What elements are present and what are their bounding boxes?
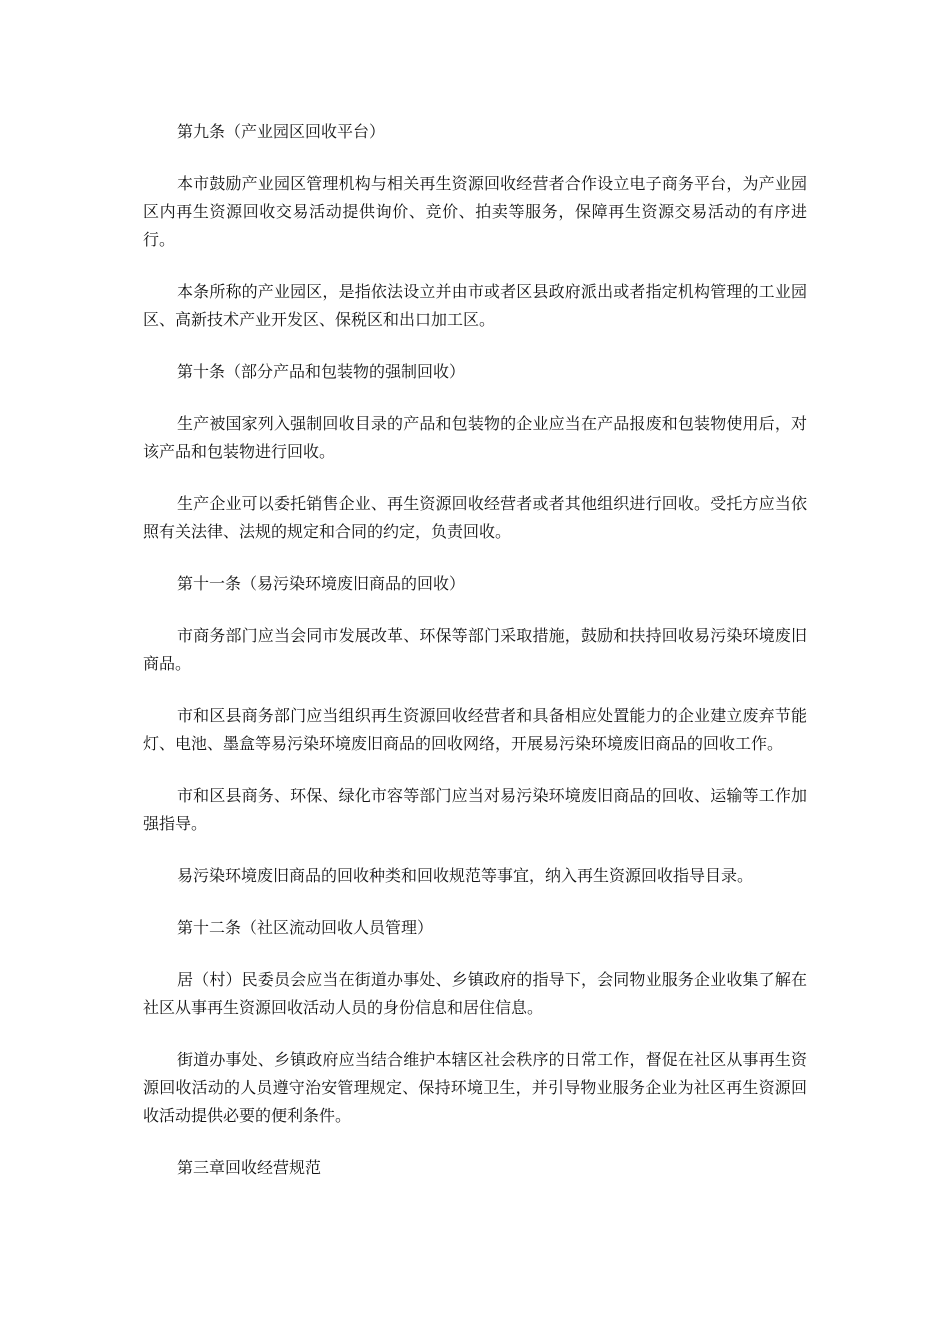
- article-11-paragraph-4: 易污染环境废旧商品的回收种类和回收规范等事宜，纳入再生资源回收指导目录。: [177, 866, 754, 885]
- article-11-paragraph-3: 市和区县商务、环保、绿化市容等部门应当对易污染环境废旧商品的回收、运输等工作加强指导。: [143, 786, 807, 833]
- document-body: [143, 118, 807, 1206]
- article-12-paragraph-1: 居（村）民委员会应当在街道办事处、乡镇政府的指导下，会同物业服务企业收集了解在社区从事再生资源回收活动人员的身份信息和居住信息。: [143, 970, 807, 1017]
- article-10-heading: 第十条（部分产品和包装物的强制回收）: [177, 362, 466, 381]
- article-11-heading: 第十一条（易污染环境废旧商品的回收）: [177, 574, 466, 593]
- article-11-paragraph-1: 市商务部门应当会同市发展改革、环保等部门采取措施，鼓励和扶持回收易污染环境废旧商品。: [143, 626, 807, 673]
- article-10-paragraph-1: 生产被国家列入强制回收目录的产品和包装物的企业应当在产品报废和包装物使用后，对该产品和包装物进行回收。: [143, 414, 807, 461]
- article-11-paragraph-2: 市和区县商务部门应当组织再生资源回收经营者和具备相应处置能力的企业建立废弃节能灯、电池、墨盒等易污染环境废旧商品的回收网络，开展易污染环境废旧商品的回收工作。: [143, 706, 807, 753]
- article-9-heading: 第九条（产业园区回收平台）: [177, 122, 386, 141]
- article-9-paragraph-2: 本条所称的产业园区，是指依法设立并由市或者区县政府派出或者指定机构管理的工业园区、高新技术产业开发区、保税区和出口加工区。: [143, 282, 807, 329]
- article-12-heading: 第十二条（社区流动回收人员管理）: [177, 918, 434, 937]
- article-12-paragraph-2: 街道办事处、乡镇政府应当结合维护本辖区社会秩序的日常工作，督促在社区从事再生资源回收活动的人员遵守治安管理规定、保持环境卫生，并引导物业服务企业为社区再生资源回收活动提供必要的便利条件。: [143, 1050, 807, 1125]
- article-9-paragraph-1: 本市鼓励产业园区管理机构与相关再生资源回收经营者合作设立电子商务平台，为产业园区内再生资源回收交易活动提供询价、竞价、拍卖等服务，保障再生资源交易活动的有序进行。: [143, 174, 807, 249]
- article-10-paragraph-2: 生产企业可以委托销售企业、再生资源回收经营者或者其他组织进行回收。受托方应当依照有关法律、法规的规定和合同的约定，负责回收。: [143, 494, 807, 541]
- chapter-3-heading: 第三章回收经营规范: [177, 1158, 322, 1177]
